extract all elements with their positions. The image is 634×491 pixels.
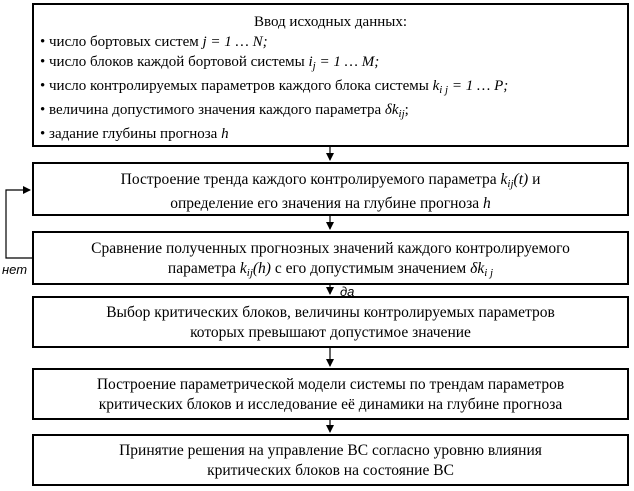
input-item-blocks: • число блоков каждой бортовой системы $i_j = 1$ … M; xyxy=(40,54,380,72)
feedback-loop-no xyxy=(6,190,32,258)
yes-label: да xyxy=(340,284,355,299)
decision-line-2: критических блоков на состояние ВС xyxy=(207,462,454,479)
trend-line-1: Построение тренда каждого контролируемого параметра $k_{ij}(t)$ и xyxy=(120,171,541,190)
model-line-2: критических блоков и исследование её динамики на глубине прогноза xyxy=(98,396,563,413)
compare-line-2: параметра $k_{ij}(h)$ с его допустимым значением $\delta k_{i j}$ xyxy=(167,260,494,279)
input-item-parameters: • число контролируемых параметров каждого блока системы $k_{i j} = 1$ … P; xyxy=(40,78,509,96)
bullet: • xyxy=(40,102,46,118)
input-item-systems: • число бортовых систем j = 1 … N; xyxy=(40,34,268,50)
bullet: • xyxy=(40,78,46,94)
no-label: нет xyxy=(2,262,28,277)
compare-line-1: Сравнение полученных прогнозных значений каждого контролируемого xyxy=(91,240,570,257)
model-box xyxy=(32,368,629,420)
input-item-horizon: • задание глубины прогноза h xyxy=(40,126,229,142)
critical-blocks-box xyxy=(32,296,629,348)
compare-box xyxy=(32,231,629,285)
bullet: • xyxy=(40,34,46,50)
bullet: • xyxy=(40,54,46,70)
trend-box xyxy=(32,162,629,216)
critical-line-1: Выбор критических блоков, величины контролируемых параметров xyxy=(106,304,555,321)
decision-box xyxy=(32,434,629,486)
critical-line-2: которых превышают допустимое значение xyxy=(190,324,471,341)
model-line-1: Построение параметрической модели системы по трендам параметров xyxy=(96,376,565,393)
input-item-tolerance: • величина допустимого значения каждого параметра $\delta k_{ij}$; xyxy=(40,102,409,120)
input-data-title: Ввод исходных данных: xyxy=(254,14,407,30)
trend-line-2: определение его значения на глубине прогноза h xyxy=(170,195,491,212)
input-data-box xyxy=(32,3,629,147)
bullet: • xyxy=(40,126,46,142)
decision-line-1: Принятие решения на управление ВС согласно уровню влияния xyxy=(119,442,542,459)
